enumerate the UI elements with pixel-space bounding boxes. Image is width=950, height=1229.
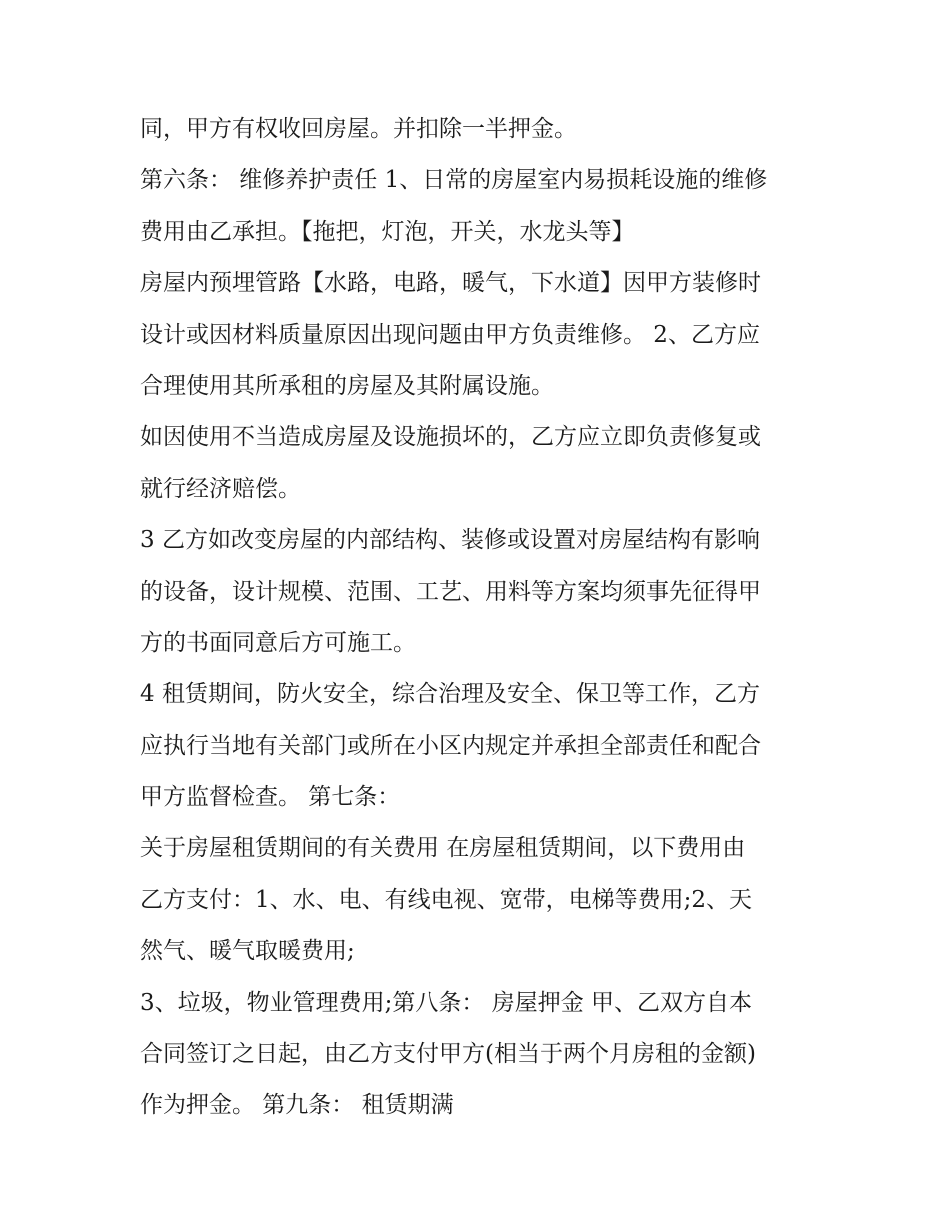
text-line: 的设备，设计规模、范围、工艺、用料等方案均须事先征得甲 (140, 578, 761, 605)
text-line: 如因使用不当造成房屋及设施损坏的，乙方应立即负责修复或 (140, 424, 761, 451)
text-line: 乙方支付：1、水、电、有线电视、宽带，电梯等费用;2、天 (140, 886, 753, 913)
text-line: 3 乙方如改变房屋的内部结构、装修或设置对房屋结构有影响 (140, 527, 760, 554)
text-line: 4 租赁期间，防火安全，综合治理及安全、保卫等工作，乙方 (140, 681, 760, 708)
contract-text (140, 104, 820, 1132)
text-line: 费用由乙承担。【拖把，灯泡，开关，水龙头等】 (140, 218, 635, 245)
text-line: 设计或因材料质量原因出现问题由甲方负责维修。 2、乙方应 (140, 321, 760, 348)
text-line: 方的书面同意后方可施工。 (140, 629, 416, 656)
text-line: 关于房屋租赁期间的有关费用 在房屋租赁期间，以下费用由 (140, 835, 746, 862)
text-line: 合同签订之日起，由乙方支付甲方(相当于两个月房租的金额) (140, 1041, 756, 1068)
text-line: 房屋内预埋管路【水路，电路，暖气，下水道】因甲方装修时 (140, 270, 761, 297)
text-line: 3、垃圾，物业管理费用;第八条： 房屋押金 甲、乙双方自本 (140, 989, 753, 1016)
text-line: 然气、暖气取暖费用; (140, 938, 355, 965)
text-line: 同，甲方有权收回房屋。并扣除一半押金。 (140, 116, 577, 142)
text-line: 第六条： 维修养护责任 1、日常的房屋室内易损耗设施的维修 (140, 167, 768, 194)
text-line: 应执行当地有关部门或所在小区内规定并承担全部责任和配合 (140, 732, 761, 759)
text-line: 合理使用其所承租的房屋及其附属设施。 (140, 372, 554, 399)
text-line: 就行经济赔偿。 (140, 475, 301, 502)
text-line: 作为押金。 第九条： 租赁期满 (140, 1092, 454, 1119)
text-line: 甲方监督检查。 第七条： (140, 784, 401, 811)
